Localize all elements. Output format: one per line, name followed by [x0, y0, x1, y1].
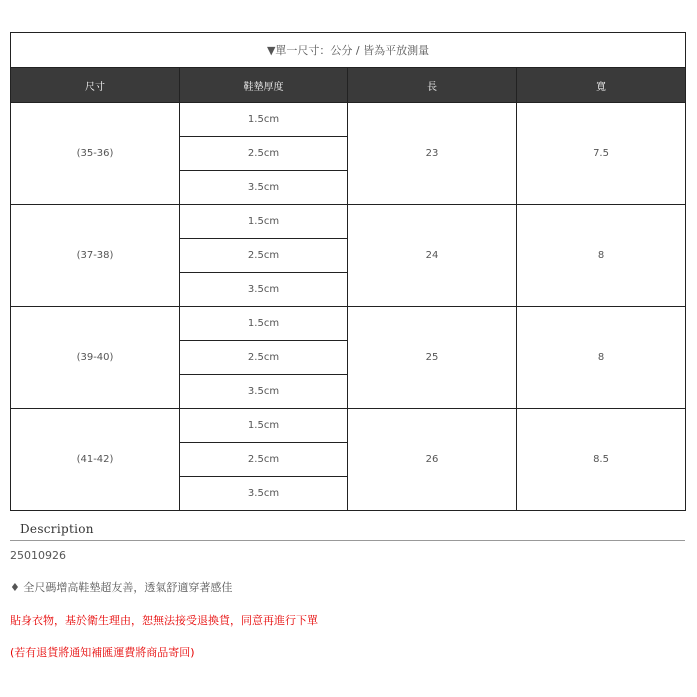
width-cell: 7.5 — [517, 103, 686, 205]
length-cell: 26 — [348, 409, 517, 511]
table-row — [11, 409, 686, 443]
table-row — [11, 103, 686, 137]
thickness-cell: 1.5cm — [180, 205, 348, 239]
table-row — [11, 307, 686, 341]
size-cell: (39-40) — [11, 307, 180, 409]
length-cell: 24 — [348, 205, 517, 307]
thickness-cell: 2.5cm — [180, 341, 348, 375]
thickness-cell: 1.5cm — [180, 103, 348, 137]
hygiene-notice: 貼身衣物，基於衛生理由，恕無法接受退換貨，同意再進行下單 — [10, 614, 318, 627]
thickness-cell: 1.5cm — [180, 409, 348, 443]
description-section — [10, 520, 685, 660]
thickness-cell: 3.5cm — [180, 477, 348, 511]
size-cell: (35-36) — [11, 103, 180, 205]
size-chart-caption-row — [11, 33, 686, 68]
length-cell: 25 — [348, 307, 517, 409]
thickness-cell: 3.5cm — [180, 375, 348, 409]
header-size: 尺寸 — [11, 68, 180, 103]
size-cell: (37-38) — [11, 205, 180, 307]
thickness-cell: 3.5cm — [180, 273, 348, 307]
size-chart-header-row — [11, 68, 686, 103]
width-cell: 8 — [517, 205, 686, 307]
size-cell: (41-42) — [11, 409, 180, 511]
description-heading: Description — [10, 520, 685, 541]
header-width: 寬 — [517, 68, 686, 103]
feature-text: ♦ 全尺碼增高鞋墊超友善，透氣舒適穿著感佳 — [10, 581, 233, 594]
header-insole-thickness: 鞋墊厚度 — [180, 68, 348, 103]
width-cell: 8 — [517, 307, 686, 409]
size-chart-table — [10, 32, 686, 511]
length-cell: 23 — [348, 103, 517, 205]
width-cell: 8.5 — [517, 409, 686, 511]
thickness-cell: 2.5cm — [180, 239, 348, 273]
thickness-cell: 1.5cm — [180, 307, 348, 341]
thickness-cell: 2.5cm — [180, 443, 348, 477]
size-chart-caption: ▼單一尺寸：公分 / 皆為平放測量 — [11, 33, 686, 68]
return-notice: (若有退貨將通知補匯運費將商品寄回) — [10, 646, 195, 659]
header-length: 長 — [348, 68, 517, 103]
thickness-cell: 2.5cm — [180, 137, 348, 171]
product-code: 25010926 — [10, 549, 66, 562]
table-row — [11, 205, 686, 239]
thickness-cell: 3.5cm — [180, 171, 348, 205]
